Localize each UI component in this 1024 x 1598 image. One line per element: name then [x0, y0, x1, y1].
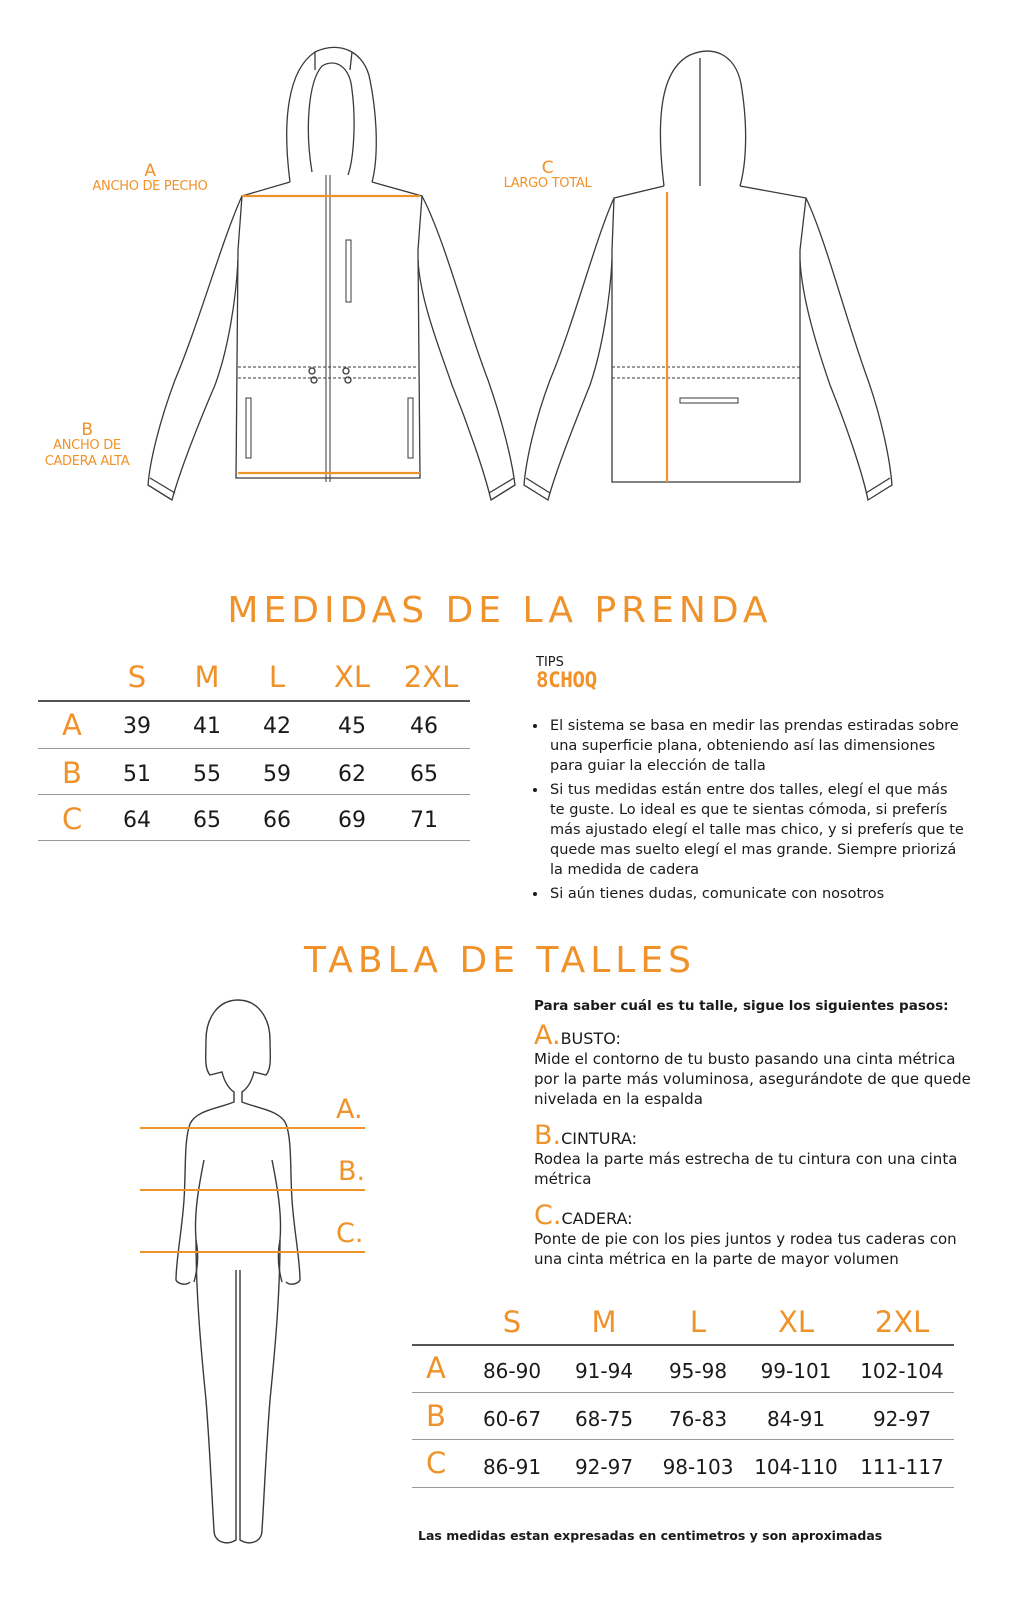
table-cell: 65: [193, 808, 221, 833]
row-label: A: [62, 708, 82, 742]
size-header: 2XL: [874, 1305, 930, 1339]
size-header: XL: [777, 1305, 815, 1339]
table-cell: 86-90: [482, 1359, 542, 1383]
brand-logo: 8CHOQ: [536, 668, 597, 692]
step-name: CADERA:: [561, 1209, 633, 1228]
table-divider: [412, 1392, 954, 1393]
size-header: L: [268, 660, 286, 694]
table-cell: 60-67: [482, 1407, 542, 1431]
footnote: Las medidas estan expresadas en centimetros y son aproximadas: [418, 1528, 883, 1543]
step-name: BUSTO:: [560, 1029, 621, 1048]
step-text: Mide el contorno de tu busto pasando una cinta métrica por la parte más voluminosa, asegurándote de que quede nivelada en la espalda: [534, 1050, 971, 1108]
step-text: Rodea la parte más estrecha de tu cintura con una cinta métrica: [534, 1150, 958, 1188]
table-cell: 46: [410, 714, 438, 739]
row-label: B: [426, 1399, 446, 1433]
label-cadera-alta: B ANCHO DE CADERA ALTA: [44, 420, 130, 469]
table-cell: 91-94: [574, 1359, 634, 1383]
tip-item: • El sistema se basa en medir las prendas estiradas sobre una superficie plana, obteniendo así las dimensiones para guiar la elección de talla: [548, 716, 964, 776]
step-letter: A.: [534, 1020, 561, 1051]
table-cell: 65: [410, 762, 438, 787]
tip-item: • Si aún tienes dudas, comunicate con nosotros: [548, 884, 964, 904]
table-cell: 111-117: [860, 1455, 944, 1479]
tips-label: TIPS: [536, 655, 564, 670]
row-label: C: [426, 1446, 447, 1480]
talles-title: TABLA DE TALLES: [304, 940, 696, 981]
table-cell: 51: [123, 762, 151, 787]
step-letter: C.: [534, 1200, 562, 1231]
table-cell: 102-104: [860, 1359, 944, 1383]
table-cell: 69: [338, 808, 366, 833]
table-cell: 59: [263, 762, 291, 787]
step-cintura: [534, 1120, 974, 1189]
table-divider: [412, 1439, 954, 1440]
medidas-title: MEDIDAS DE LA PRENDA: [227, 590, 773, 631]
step-text: Ponte de pie con los pies juntos y rodea tus caderas con una cinta métrica en la parte de mayor volumen: [534, 1230, 957, 1268]
table-cell: 84-91: [766, 1407, 826, 1431]
table-cell: 64: [123, 808, 151, 833]
table-cell: 92-97: [574, 1455, 634, 1479]
table-cell: 71: [410, 808, 438, 833]
table-cell: 42: [263, 714, 291, 739]
table-cell: 99-101: [760, 1359, 832, 1383]
table-cell: 39: [123, 714, 151, 739]
size-header: L: [689, 1305, 707, 1339]
step-busto: [534, 1020, 974, 1109]
table-cell: 62: [338, 762, 366, 787]
tip-item: • Si tus medidas están entre dos talles, elegí el que más te guste. Lo ideal es que te sientas cómoda, si preferís más ajustado elegí el talle mas chico, y si preferís que te quede mas suelto elegí el mas grande. Siempre priorizá la medida de cadera: [548, 780, 964, 880]
table-cell: 76-83: [668, 1407, 728, 1431]
row-label: B: [62, 756, 82, 790]
table-cell: 68-75: [574, 1407, 634, 1431]
label-ancho-de-pecho: A ANCHO DE PECHO: [92, 161, 208, 194]
size-header: M: [591, 1305, 617, 1339]
table-divider: [412, 1487, 954, 1488]
size-header: XL: [333, 660, 371, 694]
body-label-a: A.: [336, 1094, 363, 1125]
step-cadera: [534, 1200, 974, 1269]
table-cell: 66: [263, 808, 291, 833]
size-header: S: [127, 660, 147, 694]
table-cell: 86-91: [482, 1455, 542, 1479]
size-header: S: [502, 1305, 522, 1339]
body-label-b: B.: [338, 1156, 366, 1187]
step-letter: B.: [534, 1120, 562, 1151]
table-cell: 104-110: [754, 1455, 838, 1479]
talles-table: [412, 1305, 954, 1490]
table-cell: 95-98: [668, 1359, 728, 1383]
row-label: C: [62, 802, 83, 836]
talles-intro: Para saber cuál es tu talle, sigue los siguientes pasos:: [534, 998, 949, 1014]
table-cell: 55: [193, 762, 221, 787]
table-cell: 92-97: [872, 1407, 932, 1431]
table-cell: 45: [338, 714, 366, 739]
table-divider: [412, 1344, 954, 1346]
table-cell: 41: [193, 714, 221, 739]
label-largo-total: C LARGO TOTAL: [503, 158, 592, 191]
table-cell: 98-103: [662, 1455, 734, 1479]
size-header: 2XL: [403, 660, 459, 694]
size-header: M: [194, 660, 220, 694]
step-name: CINTURA:: [561, 1129, 637, 1148]
row-label: A: [426, 1351, 446, 1385]
body-label-c: C.: [336, 1218, 364, 1249]
